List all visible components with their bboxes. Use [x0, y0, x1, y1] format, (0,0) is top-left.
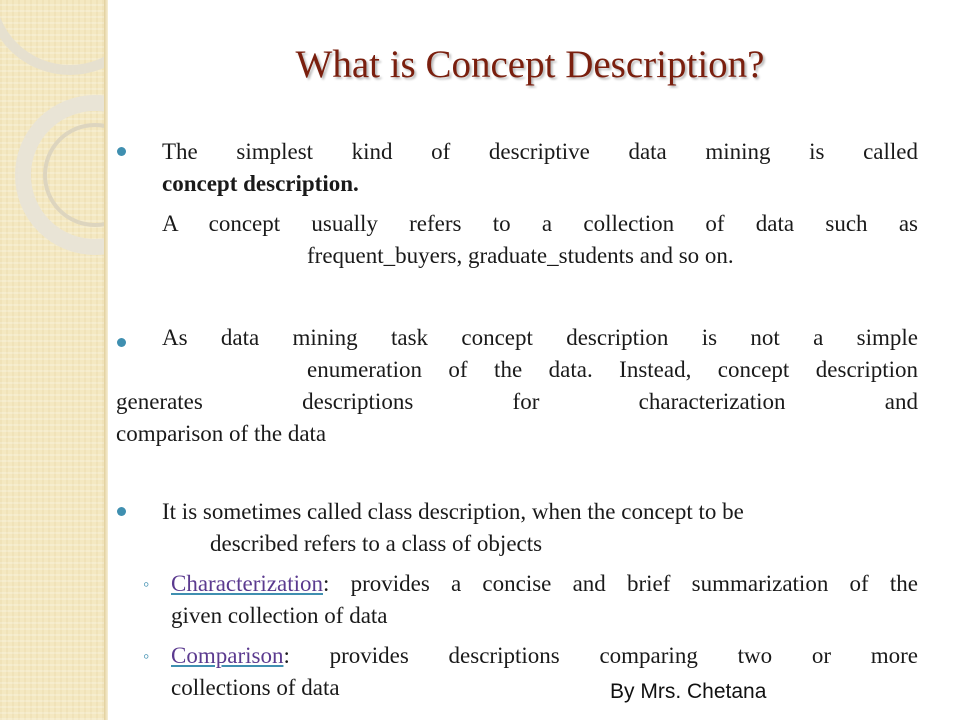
sub2-line1 — [171, 640, 918, 672]
bullet1-line1: The simplest kind of descriptive data mining is called — [162, 139, 918, 164]
bullet-dot — [117, 147, 126, 156]
characterization-link[interactable]: Characterization — [171, 571, 323, 596]
author-footer: By Mrs. Chetana — [610, 680, 767, 703]
bullet2-line4: comparison of the data — [116, 421, 327, 446]
sub1-line1 — [171, 568, 918, 600]
decorative-circles — [0, 0, 106, 720]
bullet-dot — [117, 507, 126, 516]
bullet3-line1: It is sometimes called class description, when the concept to be — [162, 499, 744, 524]
decorative-sidebar — [0, 0, 106, 720]
slide-title: What is Concept Description? — [295, 43, 765, 86]
bullet3-line2: described refers to a class of objects — [210, 531, 543, 556]
sub1-line2: given collection of data — [171, 603, 388, 628]
bullet-dot — [117, 338, 126, 347]
bullet2-line1: As data mining task concept description is not a simple — [162, 325, 918, 350]
para1-line2: frequent_buyers, graduate_students and so on. — [307, 243, 734, 268]
sub1-text: : provides a concise and brief summarization of the — [322, 571, 918, 596]
sub-bullet-icon: ◦ — [143, 574, 150, 594]
comparison-link[interactable]: Comparison — [171, 643, 284, 668]
sub2-line2: collections of data — [171, 675, 340, 700]
sub-bullet-icon: ◦ — [143, 646, 150, 666]
para1-line1: A concept usually refers to a collection of data such as — [162, 211, 918, 236]
bullet2-line3: generates descriptions for characterization and — [116, 389, 918, 414]
bullet1-bold-term: concept description. — [162, 171, 359, 196]
sidebar-edge — [104, 0, 108, 720]
bullet2-line2: enumeration of the data. Instead, concept description — [307, 357, 918, 382]
sub2-text: : provides descriptions comparing two or more — [283, 643, 918, 668]
